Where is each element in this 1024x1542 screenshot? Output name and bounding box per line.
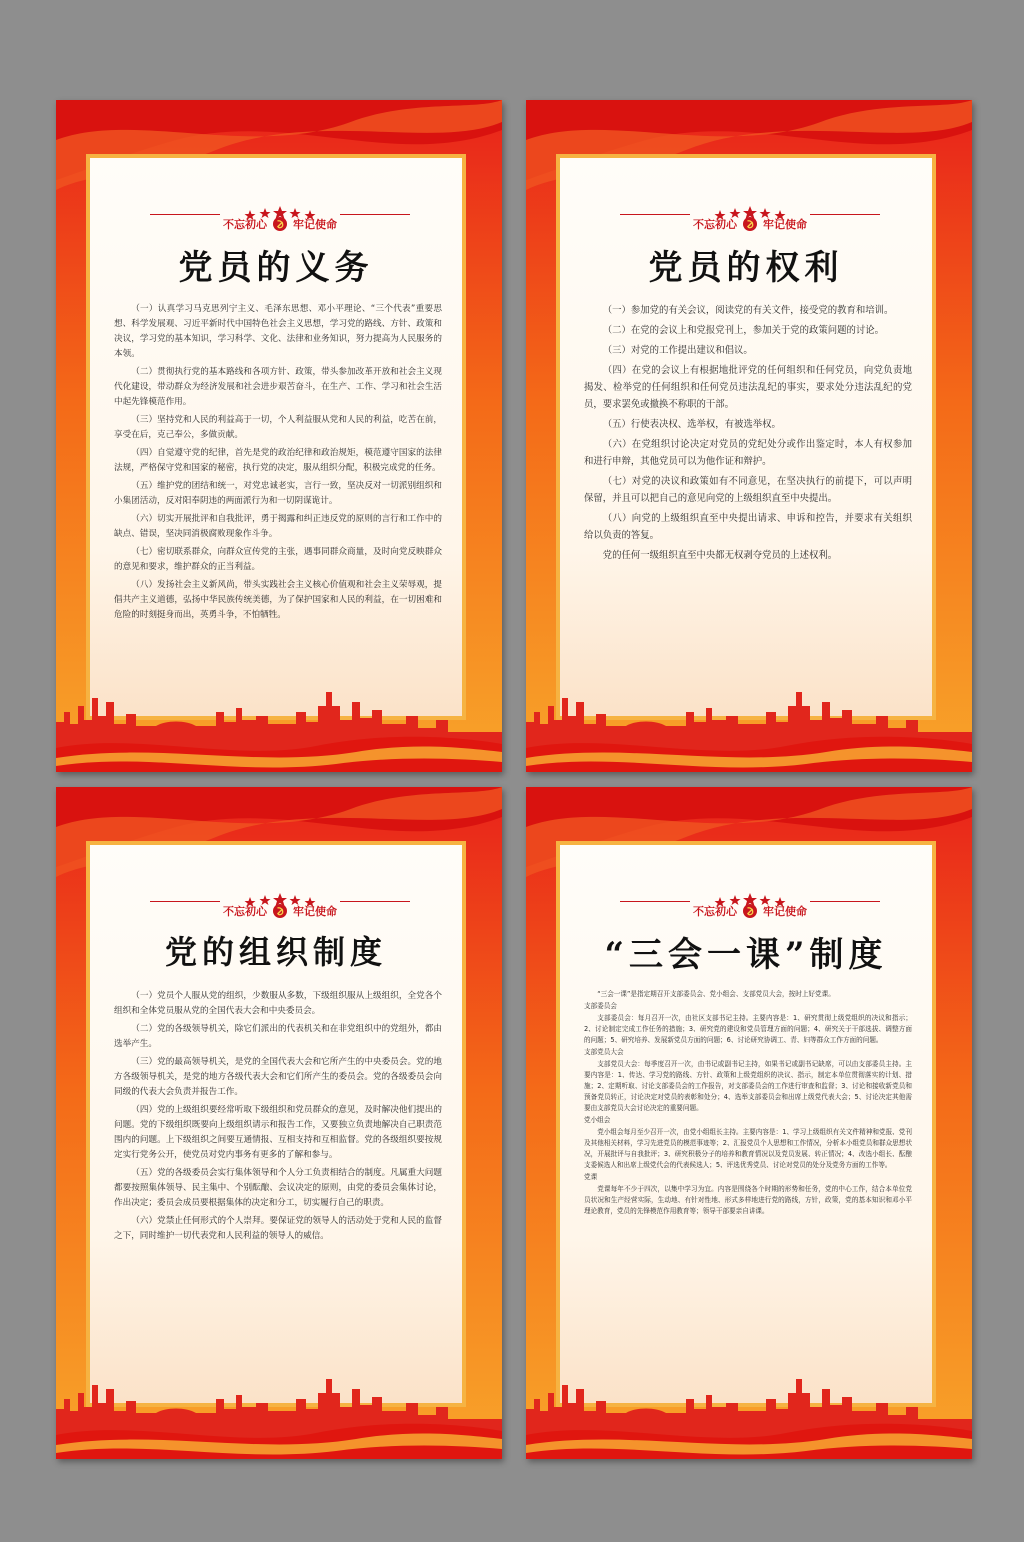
paragraph: 支部党员大会 [584,1048,624,1056]
slogan-right: 牢记使命 [293,905,337,918]
poster-party-member-rights [526,100,972,772]
paragraph: 党课每年不少于四次，以集中学习为宜。内容是围绕各个时期的形势和任务，党的中心工作，结合本单位党员状况和生产经营实际，生动地、有针对性地、形式多样地进行党的路线，方针，政策，党的基本知识和邓小平理论教育，党员的先锋模范作用教育等；领导干部要亲自讲课。 [584,1185,912,1215]
paragraph: 党小组会 [584,1116,611,1124]
paragraph: （七）对党的决议和政策如有不同意见，在坚决执行的前提下，可以声明保留，并且可以把自己的意见向党的上级组织直至中央提出。 [584,476,912,504]
slogan-right: 牢记使命 [293,218,337,231]
paragraph: （四）党的上级组织要经常听取下级组织和党员群众的意见，及时解决他们提出的问题。党的下级组织既要向上级组织请示和报告工作，又要独立负责地解决自己职责范围内的问题。上下级组织之间要互通情报、互相支持和互相监督。党的各级组织要按规定实行党务公开，使党员对党内事务有更多的了解和参与。 [114,1105,442,1160]
slogan [560,216,940,232]
poster-body [584,989,912,1218]
paragraph: （四）自觉遵守党的纪律，首先是党的政治纪律和政治规矩，模范遵守国家的法律法规，严格保守党和国家的秘密，执行党的决定，服从组织分配，积极完成党的任务。 [114,448,442,473]
content-panel [556,154,936,720]
party-emblem-icon [743,904,757,918]
paragraph: （四）在党的会议上有根据地批评党的任何组织和任何党员，向党负责地揭发、检举党的任何组织和任何党员违法乱纪的事实，要求处分违法乱纪的党员，要求罢免或撤换不称职的干部。 [584,365,912,410]
paragraph: （二）在党的会议上和党报党刊上，参加关于党的政策问题的讨论。 [602,325,885,336]
paragraph: （五）行使表决权、选举权，有被选举权。 [602,419,781,430]
paragraph: （二）党的各级领导机关，除它们派出的代表机关和在非党组织中的党组外，都由选举产生。 [114,1024,442,1049]
paragraph: 支部党员大会：每季度召开一次，由书记或副书记主持，如果书记或副书记缺席，可以由支部委员主持。主要内容是：1、传达、学习党的路线、方针、政策和上级党组织的决议、指示，制定本单位贯彻落实的计划、措施；2、定期听取、讨论支部委员会的工作报告，对支部委员会的工作进行审查和监督；3、讨论和接收新党员和预备党员转正，讨论决定对党员的表彰和处分；4、选举支部委员会和出席上级党代表大会；5、讨论决定其他需要由支部党员大会讨论决定的重要问题。 [584,1060,912,1112]
paragraph: 支部委员会：每月召开一次，由社区支部书记主持。主要内容是：1、研究贯彻上级党组织的决议和指示；2、讨论制定完成工作任务的措施；3、研究党的建设和党员管理方面的问题；4、研究关于干部选拔、调整方面的问题；5、研究培养、发展新党员方面的问题；6、讨论研究协调工、青、妇等群众工作方面的问题。 [584,1014,912,1044]
slogan [90,216,470,232]
paragraph: （一）党员个人服从党的组织，少数服从多数，下级组织服从上级组织，全党各个组织和全体党员服从党的全国代表大会和中央委员会。 [114,991,442,1016]
paragraph: 党小组会每月至少召开一次，由党小组组长主持。主要内容是：1、学习上级组织有关文件精神和党报、党刊及其他相关材料，学习先进党员的模范事迹等；2、汇报党员个人思想和工作情况，分析本小组党员和群众思想状况，开展批评与自我批评；3、研究积极分子的培养和教育情况以及党员发展、转正情况；4、改选小组长、酝酿支委候选人和出席上级党代会的代表候选人；5、评选优秀党员、讨论对党员的处分及党务方面的工作等。 [584,1128,912,1169]
paragraph: （七）密切联系群众，向群众宣传党的主张，遇事同群众商量，及时向党反映群众的意见和要求，维护群众的正当利益。 [114,547,442,572]
paragraph: （三）坚持党和人民的利益高于一切，个人利益服从党和人民的利益，吃苦在前，享受在后，克己奉公，多做贡献。 [114,415,442,440]
slogan [90,903,470,919]
poster-body [114,989,442,1247]
paragraph: 党的任何一级组织直至中央都无权剥夺党员的上述权利。 [602,550,838,561]
slogan-left: 不忘初心 [223,218,267,231]
paragraph: （一）认真学习马克思列宁主义、毛泽东思想、邓小平理论、“三个代表”重要思想、科学发展观、习近平新时代中国特色社会主义思想，学习党的路线、方针、政策和决议，学习党的基本知识，学习科学、文化、法律和业务知识，努力提高为人民服务的本领。 [114,304,442,359]
content-panel [86,154,466,720]
content-panel [556,841,936,1407]
slogan [560,903,940,919]
slogan-left: 不忘初心 [693,905,737,918]
poster-title: 党的组织制度 [164,933,387,971]
city-skyline-decoration [526,662,972,772]
poster-title: 党员的权利 [648,248,844,288]
poster-body [584,302,912,567]
paragraph: （八）发扬社会主义新风尚，带头实践社会主义核心价值观和社会主义荣辱观，提倡共产主义道德，弘扬中华民族传统美德，为了保护国家和人民的利益，在一切困难和危险的时刻挺身而出，英勇斗争，不怕牺牲。 [114,580,442,620]
paragraph: （三）对党的工作提出建议和倡议。 [602,345,753,356]
poster-title: “三会一课”制度 [604,935,888,975]
paragraph: （五）党的各级委员会实行集体领导和个人分工负责相结合的制度。凡属重大问题都要按照集体领导、民主集中、个别酝酿、会议决定的原则，由党的委员会集体讨论，作出决定；委员会成员要根据集体的决定和分工，切实履行自己的职责。 [114,1168,442,1208]
poster-title: 党员的义务 [178,248,374,288]
paragraph: （六）党禁止任何形式的个人崇拜。要保证党的领导人的活动处于党和人民的监督之下，同时维护一切代表党和人民利益的领导人的威信。 [114,1216,442,1241]
party-emblem-icon [743,217,757,231]
paragraph: （三）党的最高领导机关，是党的全国代表大会和它所产生的中央委员会。党的地方各级领导机关，是党的地方各级代表大会和它们所产生的委员会。党的各级委员会向同级的代表大会负责并报告工作。 [114,1057,442,1097]
poster-party-organization-system [56,787,502,1459]
slogan-left: 不忘初心 [693,218,737,231]
poster-party-member-duties [56,100,502,772]
paragraph: 党课 [584,1173,598,1181]
poster-body [114,302,442,626]
paragraph: （六）切实开展批评和自我批评，勇于揭露和纠正违反党的原则的言行和工作中的缺点、错误，坚决同消极腐败现象作斗争。 [114,514,442,539]
party-emblem-icon [273,217,287,231]
paragraph: （二）贯彻执行党的基本路线和各项方针、政策，带头参加改革开放和社会主义现代化建设，带动群众为经济发展和社会进步艰苦奋斗，在生产、工作、学习和社会生活中起先锋模范作用。 [114,367,442,407]
paragraph: “三会一课”是指定期召开支部委员会、党小组会、支部党员大会，按时上好党课。 [597,990,835,998]
slogan-right: 牢记使命 [763,218,807,231]
city-skyline-decoration [526,1349,972,1459]
city-skyline-decoration [56,1349,502,1459]
content-panel [86,841,466,1407]
paragraph: （一）参加党的有关会议，阅读党的有关文件，接受党的教育和培训。 [602,305,894,316]
paragraph: 支部委员会 [584,1002,617,1010]
city-skyline-decoration [56,662,502,772]
paragraph: （八）向党的上级组织直至中央提出请求、申诉和控告，并要求有关组织给以负责的答复。 [584,513,912,541]
paragraph: （六）在党组织讨论决定对党员的党纪处分或作出鉴定时，本人有权参加和进行申辩，其他党员可以为他作证和辩护。 [584,439,912,467]
poster-three-meetings-one-lesson [526,787,972,1459]
slogan-left: 不忘初心 [223,905,267,918]
slogan-right: 牢记使命 [763,905,807,918]
paragraph: （五）维护党的团结和统一，对党忠诚老实，言行一致，坚决反对一切派别组织和小集团活动，反对阳奉阴违的两面派行为和一切阴谋诡计。 [114,481,442,506]
party-emblem-icon [273,904,287,918]
